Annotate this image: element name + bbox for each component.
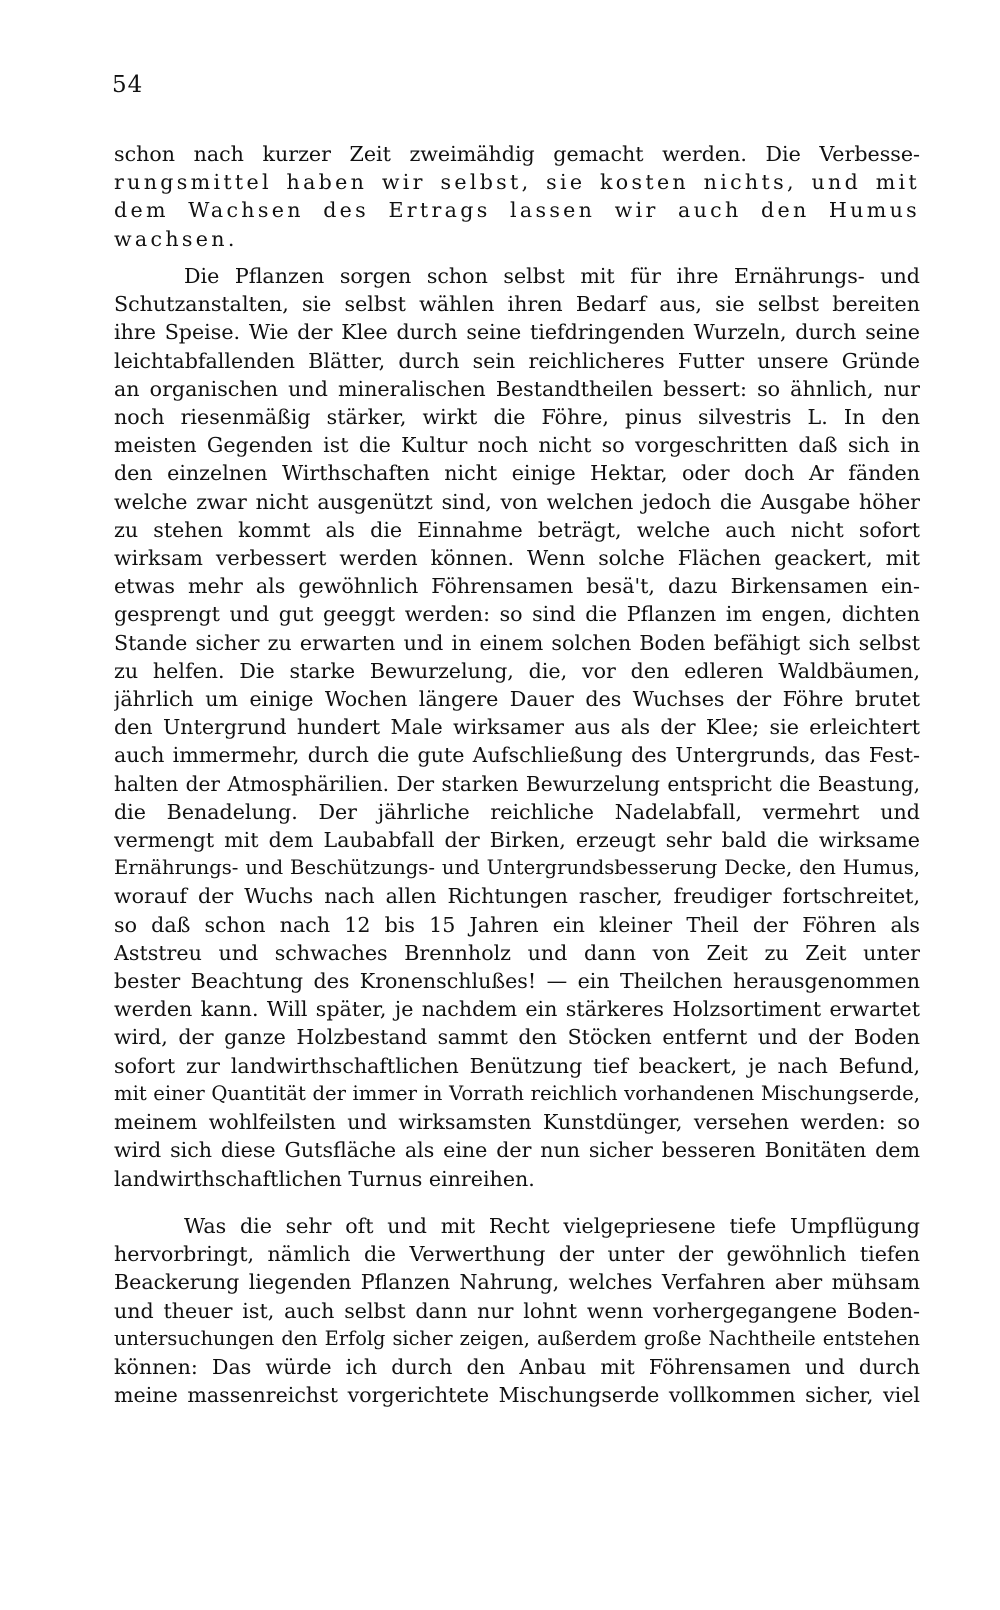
- text-line: wird sich diese Gutsfläche als eine der nun sicher besseren Bonitäten dem: [114, 1138, 920, 1163]
- text-line: meine massenreichst vorgerichtete Mischungserde vollkommen sicher, viel: [114, 1383, 920, 1408]
- text-line: wirksam verbessert werden können. Wenn solche Flächen geackert, mit: [114, 546, 920, 571]
- text-line: Ernährungs- und Beschützungs- und Untergrundsbesserung Decke, den Humus,: [114, 856, 920, 880]
- text-line: noch riesenmäßig stärker, wirkt die Föhre, pinus silvestris L. In den: [114, 405, 920, 430]
- text-line: schon nach kurzer Zeit zweimähdig gemacht werden. Die Verbesse-: [114, 142, 920, 166]
- text-line: Schutzanstalten, sie selbst wählen ihren Bedarf aus, sie selbst bereiten: [114, 292, 920, 317]
- text-line: landwirthschaftlichen Turnus einreihen.: [114, 1166, 535, 1191]
- text-line: Die Pflanzen sorgen schon selbst mit für ihre Ernährungs- und: [184, 264, 920, 288]
- paragraph-3: [114, 1212, 920, 1409]
- text-line: jährlich um einige Wochen längere Dauer des Wuchses der Föhre brutet: [114, 687, 920, 712]
- text-line: werden kann. Will später, je nachdem ein stärkeres Holzsortiment erwartet: [114, 997, 920, 1022]
- page-number: 54: [112, 72, 144, 98]
- text-line: halten der Atmosphärilien. Der starken Bewurzelung entspricht die Beastung,: [114, 771, 920, 796]
- text-line: Was die sehr oft und mit Recht vielgepriesene tiefe Umpflügung: [184, 1214, 920, 1238]
- text-line: können: Das würde ich durch den Anbau mit Föhrensamen und durch: [114, 1355, 920, 1380]
- text-line: die Benadelung. Der jährliche reichliche Nadelabfall, vermehrt und: [114, 799, 920, 824]
- text-line: leichtabfallenden Blätter, durch sein reichlicheres Futter unsere Gründe: [114, 348, 920, 373]
- text-line: worauf der Wuchs nach allen Richtungen rascher, freudiger fortschreitet,: [114, 884, 920, 909]
- paragraph-1: [114, 140, 920, 253]
- text-line: gesprengt und gut geeggt werden: so sind die Pflanzen im engen, dichten: [114, 602, 920, 627]
- text-line: so daß schon nach 12 bis 15 Jahren ein kleiner Theil der Föhren als: [114, 912, 920, 937]
- text-line: Beackerung liegenden Pflanzen Nahrung, welches Verfahren aber mühsam: [114, 1270, 920, 1295]
- text-line: zu helfen. Die starke Bewurzelung, die, vor den edleren Waldbäumen,: [114, 658, 920, 683]
- text-line: und theuer ist, auch selbst dann nur lohnt wenn vorhergegangene Boden-: [114, 1298, 920, 1323]
- text-line: dem Wachsen des Ertrags lassen wir auch den Humus: [114, 198, 920, 223]
- text-line: auch immermehr, durch die gute Aufschließung des Untergrunds, das Fest-: [114, 743, 920, 768]
- text-line: untersuchungen den Erfolg sicher zeigen, außerdem große Nachtheile entstehen: [114, 1326, 920, 1350]
- text-line: an organischen und mineralischen Bestandtheilen bessert: so ähnlich, nur: [114, 376, 920, 401]
- text-line: zu stehen kommt als die Einnahme beträgt, welche auch nicht sofort: [114, 517, 920, 542]
- text-line: meisten Gegenden ist die Kultur noch nicht so vorgeschritten daß sich in: [114, 433, 920, 458]
- text-line: etwas mehr als gewöhnlich Föhrensamen besä't, dazu Birkensamen ein-: [114, 574, 920, 599]
- text-line: welche zwar nicht ausgenützt sind, von welchen jedoch die Ausgabe höher: [114, 489, 920, 514]
- text-line: Stande sicher zu erwarten und in einem solchen Boden befähigt sich selbst: [114, 630, 920, 655]
- text-line: wachsen.: [114, 226, 238, 251]
- text-line: sofort zur landwirthschaftlichen Benützung tief beackert, je nach Befund,: [114, 1053, 920, 1078]
- text-line: bester Beachtung des Kronenschlußes! — ein Theilchen herausgenommen: [114, 969, 920, 994]
- text-line: ihre Speise. Wie der Klee durch seine tiefdringenden Wurzeln, durch seine: [114, 320, 920, 345]
- text-line: wird, der ganze Holzbestand sammt den Stöcken entfernt und der Boden: [114, 1025, 920, 1050]
- text-line: den Untergrund hundert Male wirksamer aus als der Klee; sie erleichtert: [114, 715, 920, 740]
- text-line: mit einer Quantität der immer in Vorrath reichlich vorhandenen Mischungserde,: [114, 1081, 920, 1105]
- text-line: meinem wohlfeilsten und wirksamsten Kunstdünger, versehen werden: so: [114, 1110, 920, 1135]
- text-line: rungsmittel haben wir selbst, sie kosten nichts, und mit: [114, 170, 920, 195]
- paragraph-2: [114, 262, 920, 1193]
- text-line: vermengt mit dem Laubabfall der Birken, erzeugt sehr bald die wirksame: [114, 828, 920, 853]
- text-line: Aststreu und schwaches Brennholz und dann von Zeit zu Zeit unter: [114, 940, 920, 965]
- text-line: hervorbringt, nämlich die Verwerthung der unter der gewöhnlich tiefen: [114, 1242, 920, 1267]
- text-line: den einzelnen Wirthschaften nicht einige Hektar, oder doch Ar fänden: [114, 461, 920, 486]
